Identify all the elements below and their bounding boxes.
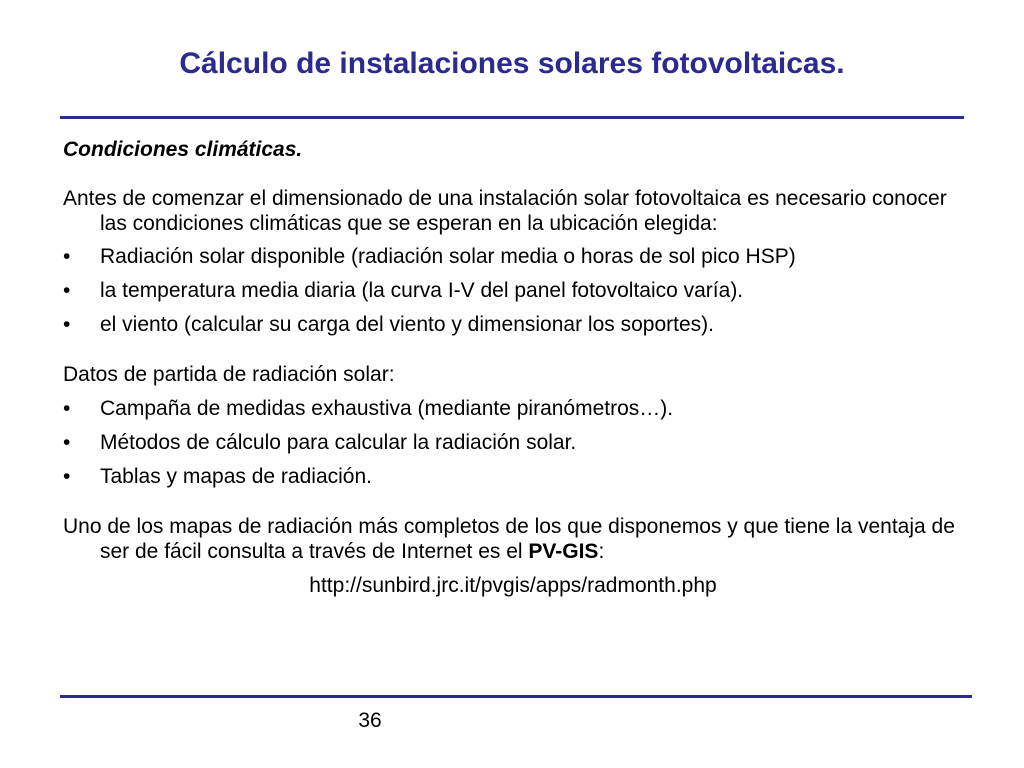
- bullet-icon: •: [63, 313, 71, 336]
- pvgis-label: PV-GIS: [528, 540, 599, 563]
- bottom-divider: [60, 695, 972, 698]
- bullet-item-wind: [63, 312, 963, 337]
- bullet-icon: •: [63, 431, 71, 454]
- slide-body: [63, 137, 963, 598]
- bullet-item-temperature: [63, 278, 963, 303]
- closing-paragraph: [63, 514, 963, 564]
- bullet-item-tables: [63, 464, 963, 489]
- intro-paragraph: Antes de comenzar el dimensionado de una instalación solar fotovoltaica es necesario conocer las condiciones climáticas que se esperan en la ubicación elegida:: [63, 187, 947, 235]
- spacer: [63, 236, 963, 244]
- bullet-icon: •: [63, 465, 71, 488]
- bullet-text: la temperatura media diaria (la curva I-V del panel fotovoltaico varía).: [100, 279, 744, 302]
- bullet-icon: •: [63, 279, 71, 302]
- spacer: [63, 498, 963, 514]
- bullet-text: Campaña de medidas exhaustiva (mediante piranómetros…).: [100, 397, 674, 420]
- data-heading: Datos de partida de radiación solar:: [63, 363, 395, 386]
- spacer: [63, 346, 963, 362]
- closing-colon: :: [598, 540, 605, 563]
- page-number: 36: [358, 709, 382, 732]
- bullet-text: Radiación solar disponible (radiación solar media o horas de sol pico HSP): [100, 245, 796, 268]
- slide-title: Cálculo de instalaciones solares fotovoltaicas.: [179, 47, 845, 80]
- bullet-icon: •: [63, 245, 71, 268]
- bullet-item-methods: [63, 430, 963, 455]
- spacer: [63, 162, 963, 186]
- bullet-item-radiation: [63, 244, 963, 269]
- bullet-text: el viento (calcular su carga del viento y dimensionar los soportes).: [100, 313, 714, 336]
- top-divider: [60, 116, 964, 119]
- bullet-text: Métodos de cálculo para calcular la radiación solar.: [100, 431, 577, 454]
- bullet-icon: •: [63, 397, 71, 420]
- pvgis-url-link[interactable]: http://sunbird.jrc.it/pvgis/apps/radmonth.php: [309, 574, 717, 597]
- closing-text: Uno de los mapas de radiación más completos de los que disponemos y que tiene la ventaja de ser de fácil consulta a través de Internet es el: [63, 515, 955, 563]
- section-subtitle: Condiciones climáticas.: [63, 138, 303, 161]
- bullet-text: Tablas y mapas de radiación.: [100, 465, 372, 488]
- bullet-item-measurements: [63, 396, 963, 421]
